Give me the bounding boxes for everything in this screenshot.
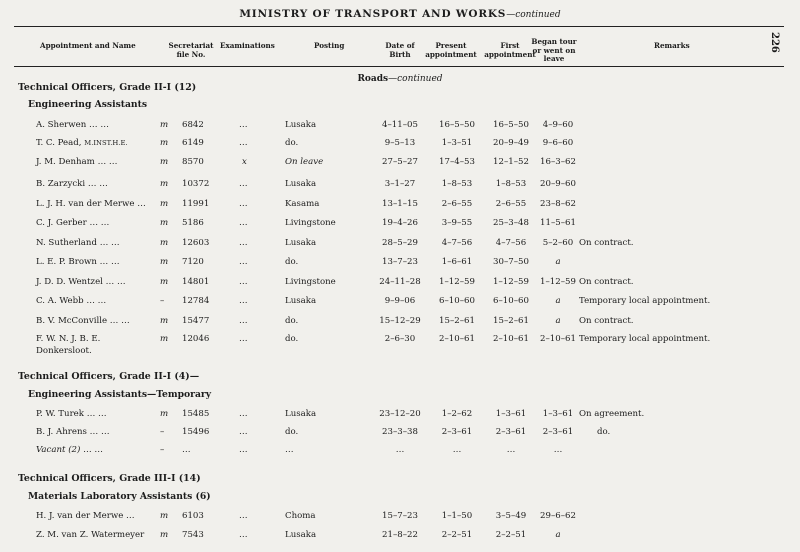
table-row: P. W. Turek … … m 15485 … Lusaka 23–12–20 1–2–62 1–3–61 1–3–61 On agreement.	[36, 409, 645, 419]
table-row: B. J. Ahrens … … – 15496 … do. 23–3–38 2–3–61 2–3–61 2–3–61 do.	[36, 427, 611, 437]
col-header-name: Appointment and Name	[40, 41, 136, 50]
col-header-present: Present appointment	[425, 41, 477, 59]
table-row: F. W. N. J. B. E. Donkersloot. m 12046 … do. 2–6–30 2–10–61 2–10–61 2–10–61 Temporary local appointment.	[36, 334, 711, 356]
table-row: A. Sherwen … … m 6842 … Lusaka 4–11–05 16–5–50 16–5–50 4–9–60	[36, 120, 574, 130]
header-top-rule	[14, 26, 784, 27]
table-row: Vacant (2) … … – … … … … … … …	[36, 445, 563, 455]
table-row: B. V. McConville … … m 15477 … do. 15–12–29 15–2–61 15–2–61 a On contract.	[36, 316, 634, 326]
group-subheading: Engineering Assistants—Temporary	[28, 389, 212, 400]
col-header-exam: Examinations	[220, 41, 275, 50]
table-row: N. Sutherland … … m 12603 … Lusaka 28–5–29 4–7–56 4–7–56 5–2–60 On contract.	[36, 238, 634, 248]
table-row: L. E. P. Brown … … m 7120 … do. 13–7–23 1–6–61 30–7–50 a	[36, 257, 561, 267]
col-header-posting: Posting	[314, 41, 345, 50]
section-heading: Roads—continued	[357, 74, 443, 84]
col-header-remarks: Remarks	[654, 41, 690, 50]
page-number: 226	[769, 32, 780, 53]
group-heading: Technical Officers, Grade II-I (4)—	[18, 371, 200, 382]
col-header-first: First appointment	[484, 41, 536, 59]
table-row: Z. M. van Z. Watermeyer m 7543 … Lusaka 21–8–22 2–2–51 2–2–51 a	[36, 530, 561, 540]
table-row: T. C. Pead, M.INST.H.E. m 6149 … do. 9–5–13 1–3–51 20–9–49 9–6–60	[36, 138, 574, 148]
group-subheading: Engineering Assistants	[28, 99, 148, 110]
table-row: H. J. van der Merwe … m 6103 … Choma 15–7–23 1–1–50 3–5–49 29–6–62	[36, 511, 576, 521]
table-row: C. J. Gerber … … m 5186 … Livingstone 19–4–26 3–9–55 25–3–48 11–5–61	[36, 218, 576, 228]
table-row: B. Zarzycki … … m 10372 … Lusaka 3–1–27 1–8–53 1–8–53 20–9–60	[36, 179, 576, 189]
page-title: MINISTRY OF TRANSPORT AND WORKS—continued	[239, 8, 561, 20]
header-bottom-rule	[14, 66, 784, 67]
group-heading: Technical Officers, Grade II-I (12)	[18, 82, 197, 93]
col-header-dob: Date of Birth	[385, 41, 415, 59]
group-subheading: Materials Laboratory Assistants (6)	[28, 491, 211, 502]
table-row: J. D. D. Wentzel … … m 14801 … Livingstone 24–11–28 1–12–59 1–12–59 1–12–59 On contract.	[36, 277, 634, 287]
col-header-tour: Began tour or went on leave	[531, 37, 577, 63]
col-header-file: Secretariat file No.	[168, 41, 214, 59]
table-row: C. A. Webb … … – 12784 … Lusaka 9–9–06 6–10–60 6–10–60 a Temporary local appointment.	[36, 296, 711, 306]
group-heading: Technical Officers, Grade III-I (14)	[18, 473, 201, 484]
table-row: L. J. H. van der Merwe … m 11991 … Kasama 13–1–15 2–6–55 2–6–55 23–8–62	[36, 199, 576, 209]
table-row: J. M. Denham … … m 8570 x On leave 27–5–27 17–4–53 12–1–52 16–3–62	[36, 157, 576, 167]
